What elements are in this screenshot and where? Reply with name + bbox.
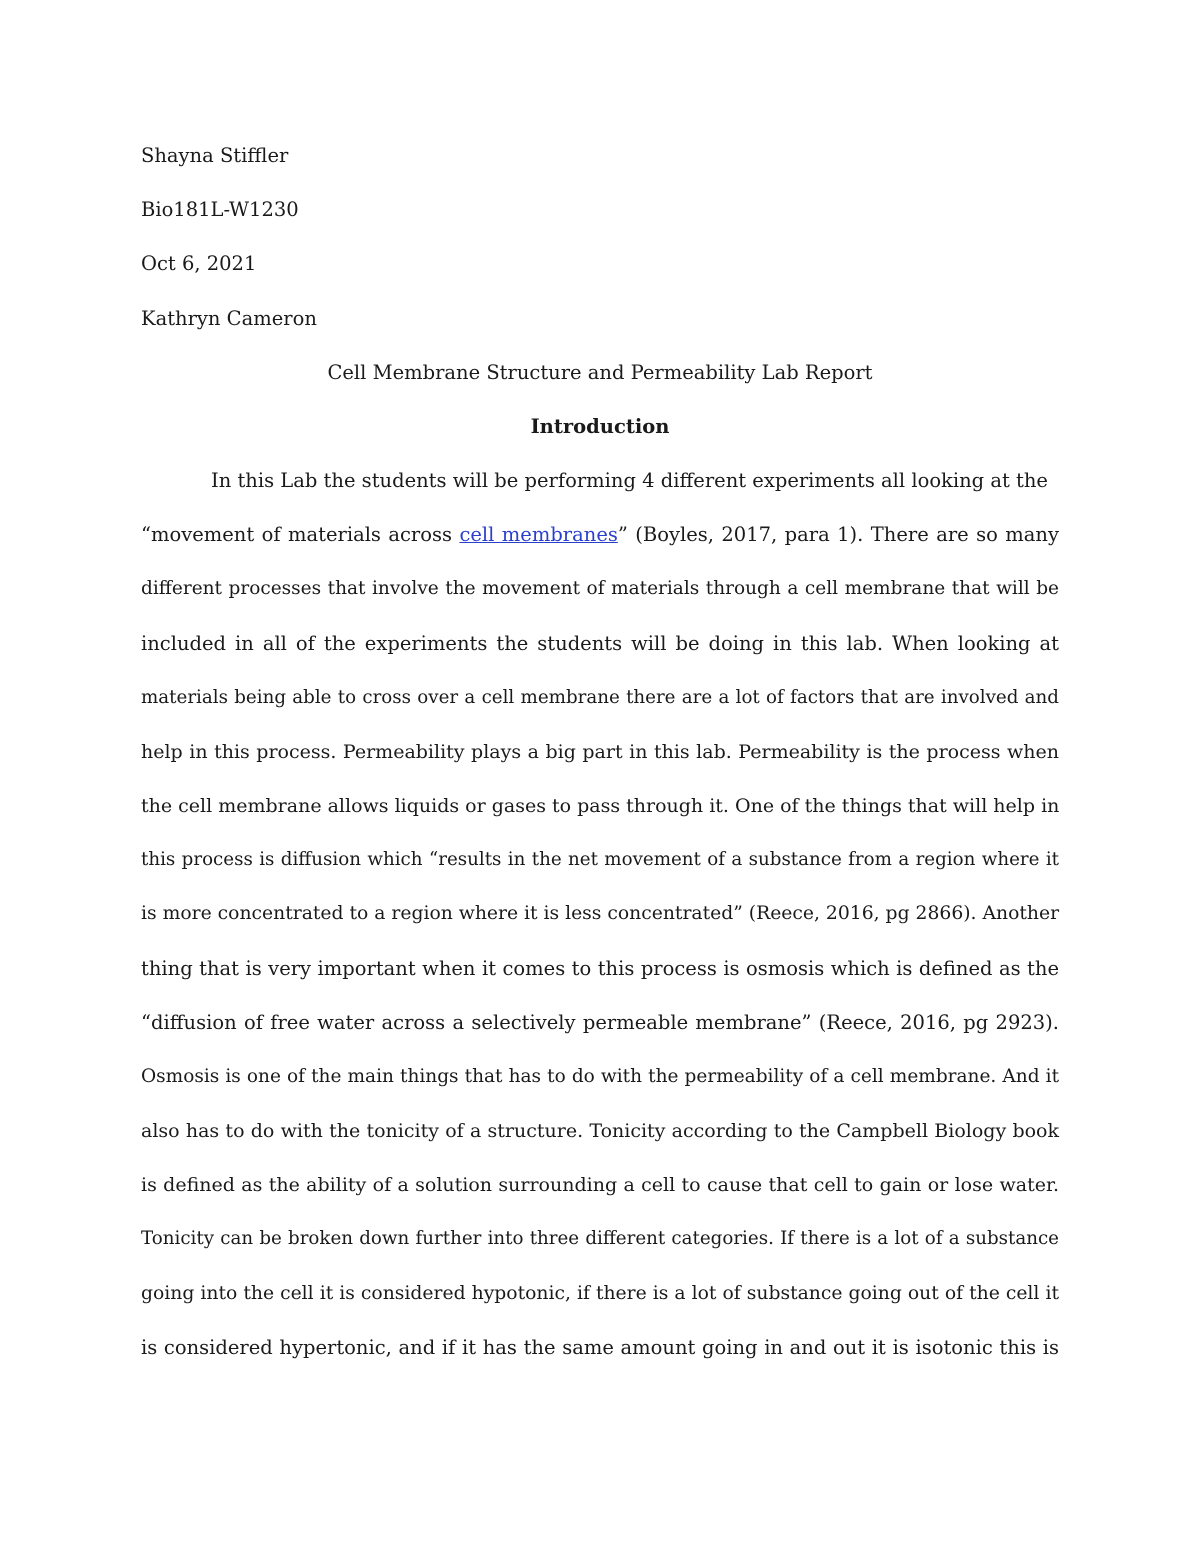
paragraph-line-11: “diffusion of free water across a selectively permeable membrane” (Reece, 2016, pg 2923). xyxy=(141,1011,1059,1034)
paragraph-line-7: the cell membrane allows liquids or gases to pass through it. One of the things that will help in xyxy=(141,795,1060,817)
report-date: Oct 6, 2021 xyxy=(141,252,257,275)
paragraph-line-4: included in all of the experiments the students will be doing in this lab. When looking at xyxy=(141,632,1059,655)
paragraph-line-2 xyxy=(141,521,1059,549)
paragraph-line-14: is defined as the ability of a solution surrounding a cell to cause that cell to gain or lose water. xyxy=(141,1174,1059,1196)
paragraph-line-17: is considered hypertonic, and if it has the same amount going in and out it is isotonic this is xyxy=(141,1336,1059,1359)
paragraph-line-9: is more concentrated to a region where it is less concentrated” (Reece, 2016, pg 2866). Another xyxy=(141,903,1060,924)
paragraph-line-12: Osmosis is one of the main things that has to do with the permeability of a cell membrane. And it xyxy=(141,1066,1059,1087)
paragraph-line-10: thing that is very important when it comes to this process is osmosis which is defined as the xyxy=(141,957,1059,980)
paragraph-line-2-text-before: “movement of materials across xyxy=(141,523,460,546)
paragraph-line-3: different processes that involve the movement of materials through a cell membrane that will be xyxy=(141,578,1059,599)
section-heading-introduction: Introduction xyxy=(530,415,670,438)
paragraph-line-8: this process is diffusion which “results in the net movement of a substance from a region where it xyxy=(141,849,1059,870)
report-title: Cell Membrane Structure and Permeability Lab Report xyxy=(327,361,873,384)
cell-membranes-link[interactable]: cell membranes xyxy=(459,523,618,546)
paragraph-line-5: materials being able to cross over a cell membrane there are a lot of factors that are involved and xyxy=(141,687,1059,708)
paragraph-line-15: Tonicity can be broken down further into three different categories. If there is a lot of a substance xyxy=(141,1228,1059,1249)
paragraph-line-16: going into the cell it is considered hypotonic, if there is a lot of substance going out of the cell it xyxy=(141,1283,1059,1304)
course-code: Bio181L-W1230 xyxy=(141,198,299,221)
author-name: Shayna Stiffler xyxy=(141,144,289,167)
paragraph-line-13: also has to do with the tonicity of a structure. Tonicity according to the Campbell Biology book xyxy=(141,1120,1059,1142)
paragraph-line-1: In this Lab the students will be performing 4 different experiments all looking at the xyxy=(211,469,1048,492)
paragraph-line-6: help in this process. Permeability plays a big part in this lab. Permeability is the process when xyxy=(141,741,1059,763)
instructor-name: Kathryn Cameron xyxy=(141,307,317,330)
paragraph-line-2-text-after: ” (Boyles, 2017, para 1). There are so many xyxy=(617,523,1059,546)
